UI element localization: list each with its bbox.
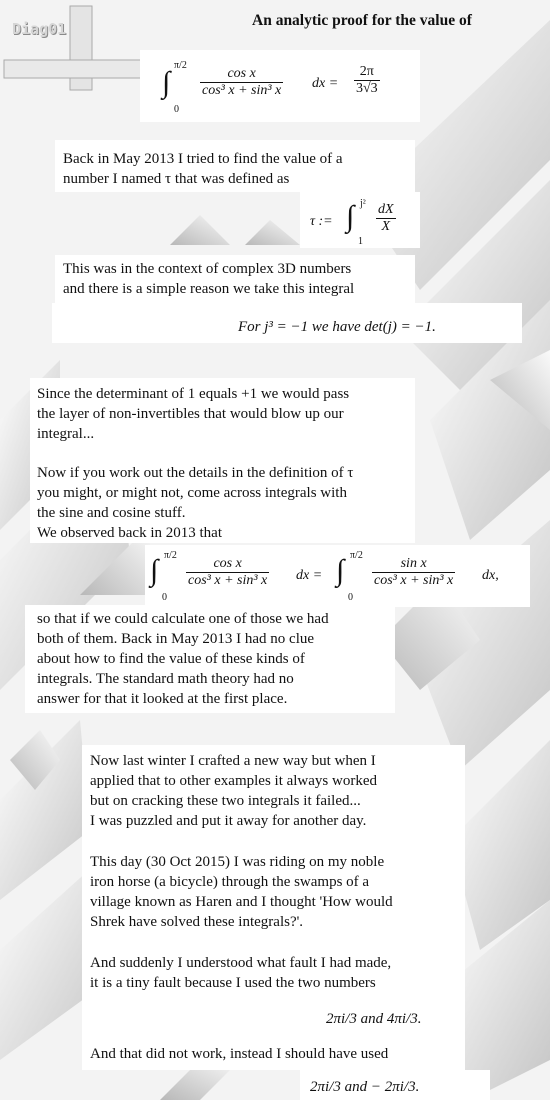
logo-text: Diag01 [12, 20, 67, 38]
paragraph-5-line-2: both of them. Back in May 2013 I had no clue [37, 631, 315, 647]
paragraph-2-line-2: and there is a simple reason we take this integral [63, 281, 355, 297]
paragraph-9: And that did not work, instead I should have used [90, 1046, 389, 1062]
paragraph-8-line-1: And suddenly I understood what fault I had made, [90, 955, 392, 971]
eq1-numerator: cos x [200, 66, 283, 83]
paragraph-5-line-4: integrals. The standard math theory had no [37, 671, 294, 687]
tau-equation: τ := ∫ j² 1 $\frac{dX}{X}$ [310, 198, 394, 247]
paragraph-5-line-1: so that if we could calculate one of those we had [37, 611, 329, 627]
paragraph-1-line-2: number I named τ that was defined as [63, 171, 290, 187]
tau-denominator: X [381, 219, 391, 234]
paragraph-8-line-2: it is a tiny fault because I used the two numbers [90, 975, 376, 991]
numbers-equation-1: 2πi/3 and 4πi/3. [326, 1011, 422, 1027]
paragraph-4-line-3: the sine and cosine stuff. [37, 505, 186, 521]
eq1-result-den: 3√3 [356, 81, 378, 96]
paragraph-6-line-3: but on cracking these two integrals it failed... [90, 793, 361, 809]
eq2-lower-2: 0 [348, 592, 353, 603]
eq2-mid: dx = [296, 568, 323, 583]
paragraph-5-line-5: answer for that it looked at the first place. [37, 691, 288, 707]
paragraph-7-line-2: iron horse (a bicycle) through the swamps of a [90, 874, 370, 890]
equation-2: ∫ π/2 0 $\frac{\text{cos x}}{\text{cos³ x + sin³ x}}$ dx = ∫ π/2 0 $\frac{\text{sin x}}{\text{cos³ x + sin³ x}}$ dx, [150, 550, 499, 603]
equation-1: ∫ π/2 0 $\frac{\text{cos x}}{\text{cos³ x + sin³ x}}$ dx = $\frac{2\pi}{3√3}$ [162, 60, 378, 115]
paragraph-1-line-1: Back in May 2013 I tried to find the value of a [63, 151, 343, 167]
numbers-equation-2: 2πi/3 and − 2πi/3. [310, 1079, 420, 1095]
tau-upper: j² [360, 198, 366, 209]
tau-lhs: τ := [310, 214, 333, 229]
eq1-dx: dx = [312, 76, 339, 91]
eq1-result-num: 2π [354, 64, 380, 81]
tau-numerator: dX [378, 202, 394, 217]
eq2-denominator-1: cos³ x + sin³ x [188, 573, 268, 588]
eq2-upper-1: π/2 [164, 550, 177, 561]
paragraph-7-line-1: This day (30 Oct 2015) I was riding on my noble [90, 854, 385, 870]
paragraph-7-line-3: village known as Haren and I thought 'How would [90, 894, 393, 910]
paragraph-5-line-3: about how to find the value of these kinds of [37, 651, 305, 667]
paragraph-4-line-2: you might, or might not, come across integrals with [37, 485, 347, 501]
det-equation: For j³ = −1 we have det(j) = −1. [238, 319, 436, 335]
tau-lower: 1 [358, 236, 363, 247]
paragraph-4-line-1: Now if you work out the details in the definition of τ [37, 465, 354, 481]
eq1-lower: 0 [174, 104, 179, 115]
paragraph-6-line-4: I was puzzled and put it away for another day. [90, 813, 367, 829]
eq1-denominator: cos³ x + sin³ x [202, 83, 282, 98]
eq2-upper-2: π/2 [350, 550, 363, 561]
paragraph-2-line-1: This was in the context of complex 3D numbers [63, 261, 352, 277]
equation-1-box [140, 50, 420, 122]
eq2-denominator-2: cos³ x + sin³ x [374, 573, 454, 588]
eq1-upper: π/2 [174, 60, 187, 71]
paragraph-3-line-3: integral... [37, 426, 95, 442]
paragraph-7-line-4: Shrek have solved these integrals?'. [90, 914, 304, 930]
eq2-numerator-1: cos x [186, 556, 269, 573]
paragraph-6-line-2: applied that to other examples it always worked [90, 773, 377, 789]
paragraph-3-line-1: Since the determinant of 1 equals +1 we would pass [37, 386, 350, 402]
eq2-numerator-2: sin x [372, 556, 455, 573]
paragraph-3-line-2: the layer of non-invertibles that would blow up our [37, 406, 344, 422]
paragraph-4-line-4: We observed back in 2013 that [37, 525, 222, 541]
eq2-lower-1: 0 [162, 592, 167, 603]
eq2-end: dx, [482, 568, 499, 583]
page-title: An analytic proof for the value of [252, 12, 472, 29]
paragraph-6-line-1: Now last winter I crafted a new way but when I [90, 753, 376, 769]
